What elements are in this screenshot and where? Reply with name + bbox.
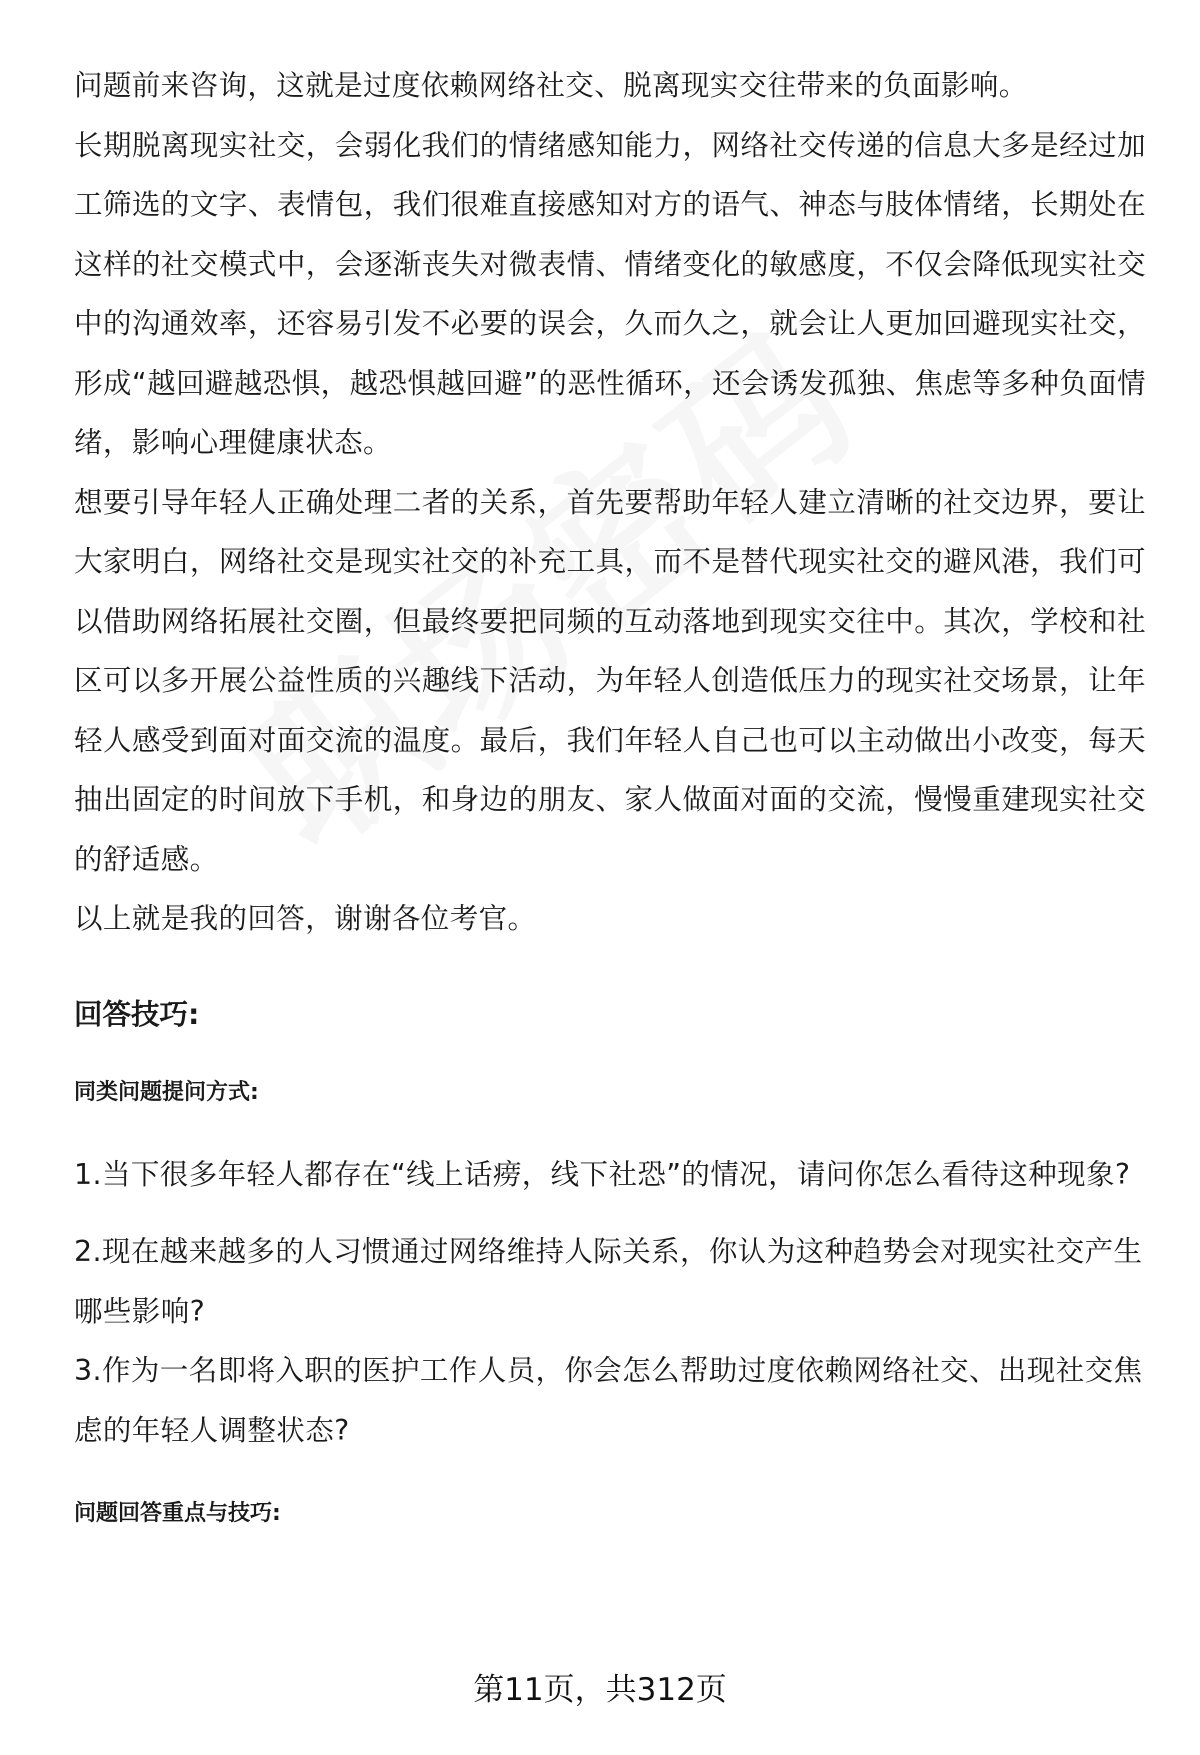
document-page — [74, 56, 1146, 1530]
paragraph-3: 想要引导年轻人正确处理二者的关系，首先要帮助年轻人建立清晰的社交边界，要让大家明白，网络社交是现实社交的补充工具，而不是替代现实社交的避风港，我们可以借助网络拓展社交圈，但最终要把同频的互动落地到现实交往中。其次，学校和社区可以多开展公益性质的兴趣线下活动，为年轻人创造低压力的现实社交场景，让年轻人感受到面对面交流的温度。最后，我们年轻人自己也可以主动做出小改变，每天抽出固定的时间放下手机，和身边的朋友、家人做面对面的交流，慢慢重建现实社交的舒适感。 — [74, 485, 1146, 876]
paragraph-4: 以上就是我的回答，谢谢各位考官。 — [74, 902, 537, 935]
paragraph-1: 问题前来咨询，这就是过度依赖网络社交、脱离现实交往带来的负面影响。 — [74, 69, 1028, 102]
question-1: 1.当下很多年轻人都存在“线上话痨，线下社恐”的情况，请问你怎么看待这种现象? — [74, 1157, 1131, 1191]
key-points-heading: 问题回答重点与技巧: — [74, 1501, 281, 1526]
similar-questions-heading: 同类问题提问方式: — [74, 1079, 259, 1105]
question-2: 2.现在越来越多的人习惯通过网络维持人际关系，你认为这种趋势会对现实社交产生哪些影响? — [74, 1235, 1143, 1328]
page-number: 第11页，共312页 — [473, 1672, 727, 1708]
paragraph-2: 长期脱离现实社交，会弱化我们的情绪感知能力，网络社交传递的信息大多是经过加工筛选的文字、表情包，我们很难直接感知对方的语气、神态与肢体情绪，长期处在这样的社交模式中，会逐渐丧失对微表情、情绪变化的敏感度，不仅会降低现实社交中的沟通效率，还容易引发不必要的误会，久而久之，就会让人更加回避现实社交，形成“越回避越恐惧，越恐惧越回避”的恶性循环，还会诱发孤独、焦虑等多种负面情绪，影响心理健康状态。 — [74, 128, 1146, 459]
tips-heading: 回答技巧: — [74, 997, 200, 1031]
question-3: 3.作为一名即将入职的医护工作人员，你会怎么帮助过度依赖网络社交、出现社交焦虑的年轻人调整状态? — [74, 1354, 1143, 1447]
